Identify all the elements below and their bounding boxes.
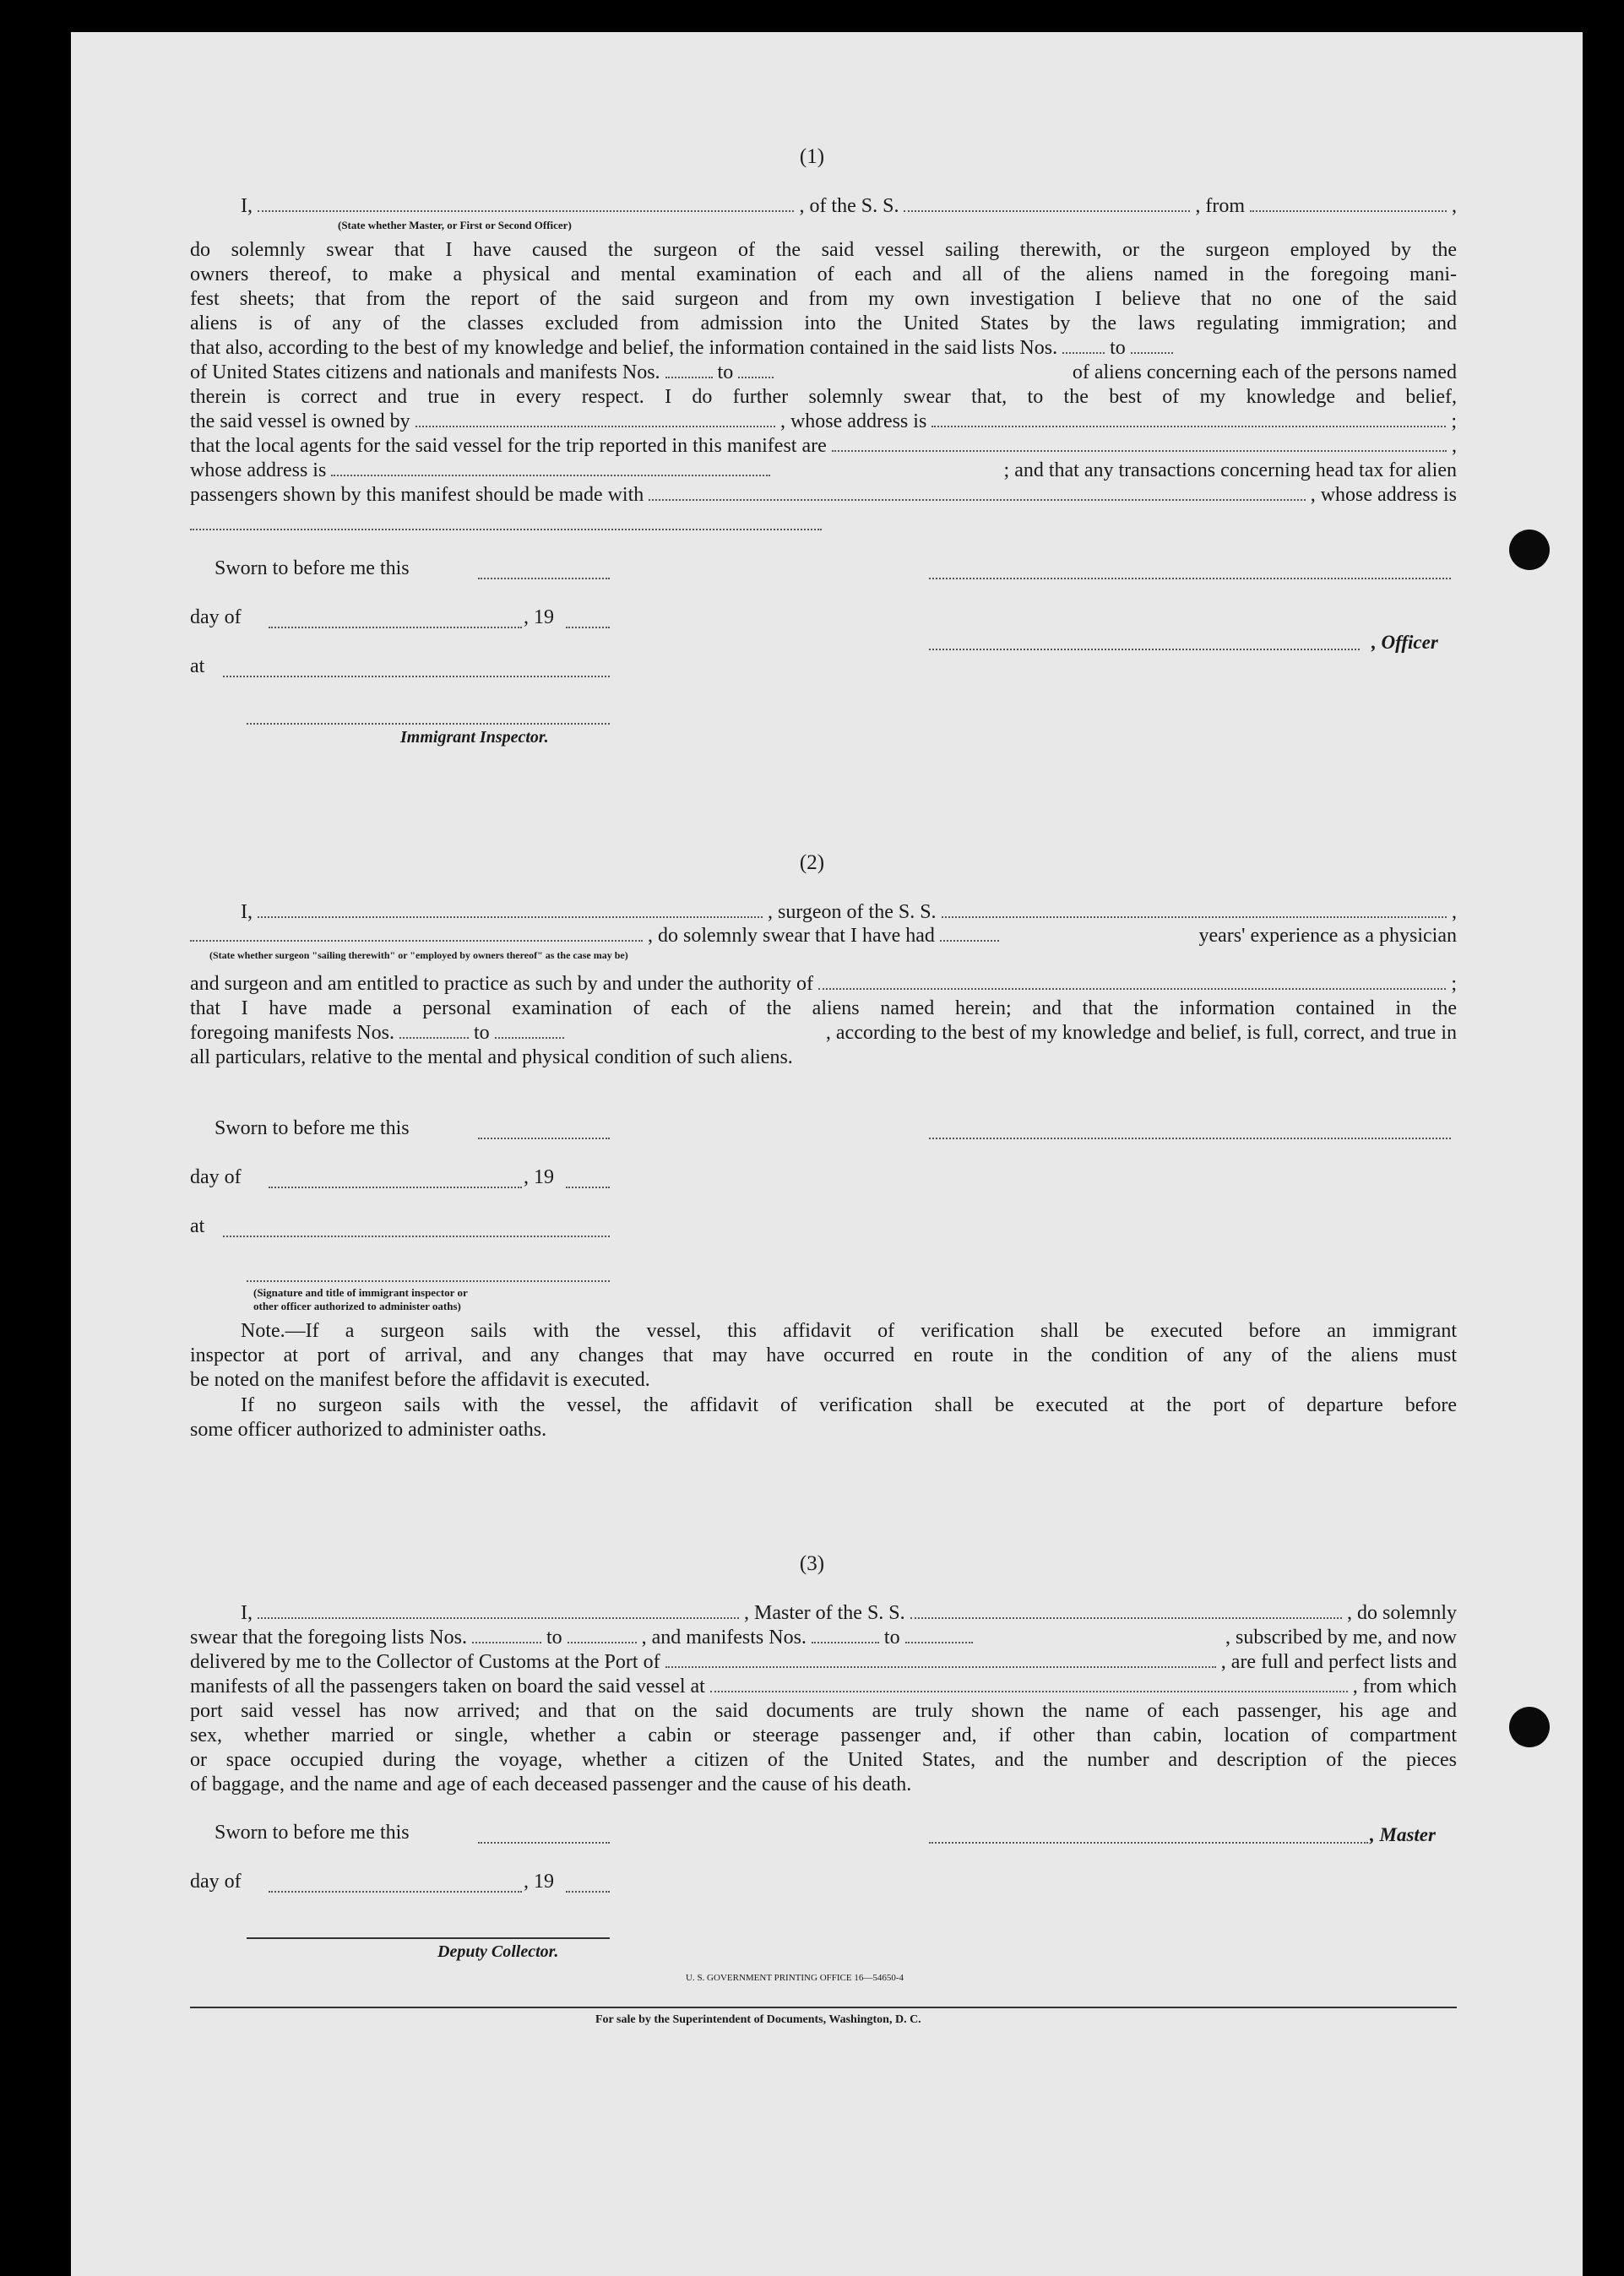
s1-line-11: whose address is ; and that any transactions concerning head tax for alien (190, 459, 1457, 481)
port-of-arrival-field[interactable] (665, 1666, 1216, 1668)
s1-sworn: Sworn to before me this (215, 557, 410, 579)
s2-ship-name-field[interactable] (942, 916, 1447, 918)
years-experience-field[interactable] (940, 940, 999, 942)
s2-sworn: Sworn to before me this (215, 1117, 410, 1139)
s3-lists-from-field[interactable] (472, 1642, 541, 1643)
s1-at: at (190, 655, 205, 677)
s1-at-field[interactable] (223, 676, 610, 677)
s1-line-6: that also, according to the best of my knowledge and belief, the information contained in the said lists Nos. to (190, 336, 1457, 361)
s2-day-field[interactable] (269, 1187, 522, 1188)
s2-line-3: and surgeon and am entitled to practice as such by and under the authority of ; (190, 973, 1457, 995)
s1-line-3: owners thereof, to make a physical and mental examination of each and all of the aliens named in the foregoing mani- (190, 263, 1457, 285)
s1-line-7: of United States citizens and nationals and manifests Nos. to of aliens concerning each of the persons named (190, 361, 1457, 383)
s3-sworn: Sworn to before me this (215, 1822, 410, 1844)
s2-line-6: all particulars, relative to the mental and physical condition of such aliens. (190, 1046, 793, 1068)
lists-from-field[interactable] (1062, 352, 1105, 354)
printing-office-line: U. S. GOVERNMENT PRINTING OFFICE 16—54650-4 (686, 1973, 904, 1983)
section-2-number: (2) (799, 851, 825, 874)
note-line-1: Note.—If a surgeon sails with the vessel, this affidavit of verification shall be executed before an immigrant (241, 1320, 1457, 1342)
ship-name-field[interactable] (904, 210, 1190, 212)
s2-day-of: day of (190, 1166, 242, 1188)
s1-year: , 19 (524, 606, 554, 628)
s1-line-1: I, , of the S. S. , from , (241, 195, 1458, 217)
s2-at: at (190, 1215, 205, 1237)
head-tax-contact-field[interactable] (649, 499, 1305, 501)
s1-line-10: that the local agents for the said vessel for the trip reported in this manifest are , (190, 435, 1457, 457)
note-line-5: some officer authorized to administer oaths. (190, 1419, 547, 1441)
s1-line-2: do solemnly swear that I have caused the surgeon of the said vessel sailing therewith, or the surgeon employed by the (190, 239, 1457, 261)
note-line-3: be noted on the manifest before the affidavit is executed. (190, 1369, 650, 1391)
inspector-signature-field[interactable] (247, 723, 610, 725)
officer-label: , Officer (1371, 632, 1438, 653)
s3-manifests-to-field[interactable] (905, 1642, 973, 1643)
deputy-collector-label: Deputy Collector. (437, 1942, 559, 1961)
s1-caption: (State whether Master, or First or Second Officer) (338, 219, 572, 231)
punch-hole (1509, 1707, 1550, 1747)
immigrant-inspector-label: Immigrant Inspector. (400, 728, 549, 747)
owner-address-field[interactable] (931, 426, 1446, 427)
master-label: , Master (1370, 1824, 1436, 1845)
s3-lists-to-field[interactable] (568, 1642, 637, 1643)
section-3-number: (3) (799, 1552, 825, 1575)
s2-year: , 19 (524, 1166, 554, 1188)
s3-year: , 19 (524, 1871, 554, 1893)
s3-line-8: of baggage, and the name and age of each deceased passenger and the cause of his death. (190, 1774, 912, 1795)
s2-manifests-from-field[interactable] (399, 1037, 469, 1039)
s3-manifests-from-field[interactable] (812, 1642, 879, 1643)
footer-rule (190, 2007, 1457, 2008)
officer-name-field[interactable] (258, 210, 794, 212)
s1-officer-signature-field[interactable] (929, 578, 1451, 579)
s2-sworn-date-field[interactable] (478, 1138, 610, 1139)
authority-field[interactable] (818, 988, 1446, 990)
s2-caption: (State whether surgeon "sailing therewith" or "employed by owners thereof" as the case may be) (209, 949, 628, 961)
s3-ship-name-field[interactable] (910, 1617, 1342, 1619)
surgeon-type-field[interactable] (190, 940, 643, 942)
s1-line-12: passengers shown by this manifest should be made with , whose address is (190, 484, 1457, 506)
s1-line-5: aliens is of any of the classes excluded from admission into the United States by the laws regulating immigration; and (190, 312, 1457, 334)
punch-hole (1509, 530, 1550, 570)
vessel-owner-field[interactable] (416, 426, 775, 427)
s2-surgeon-signature-field[interactable] (929, 1138, 1451, 1139)
agents-address-field[interactable] (331, 475, 770, 476)
head-tax-address-field[interactable] (190, 529, 822, 530)
manifests-from-field[interactable] (665, 377, 713, 378)
s1-day-of: day of (190, 606, 242, 628)
s3-line-5: port said vessel has now arrived; and that on the said documents are truly shown the name of each passenger, his age and (190, 1700, 1457, 1722)
s3-line-3: delivered by me to the Collector of Customs at the Port of , are full and perfect lists and (190, 1651, 1457, 1673)
s1-line-9: the said vessel is owned by , whose address is ; (190, 410, 1457, 432)
lists-to-field[interactable] (1131, 352, 1173, 354)
s1-sworn-date-field[interactable] (478, 578, 610, 579)
s1-line-4: fest sheets; that from the report of the said surgeon and from my own investigation I believe that no one of the said (190, 288, 1457, 310)
s3-year-field[interactable] (566, 1891, 610, 1893)
section-1-number: (1) (799, 145, 825, 168)
master-name-field[interactable] (258, 1617, 739, 1619)
s2-line-4: that I have made a personal examination of each of the aliens named herein; and that the information contained in the (190, 997, 1457, 1019)
s2-sig-caption-2: other officer authorized to administer oaths) (253, 1300, 461, 1312)
s3-line-4: manifests of all the passengers taken on board the said vessel at , from which (190, 1676, 1457, 1697)
s1-day-field[interactable] (269, 627, 522, 628)
s3-day-of: day of (190, 1871, 242, 1893)
note-line-4: If no surgeon sails with the vessel, the affidavit of verification shall be executed at the port of departure before (241, 1394, 1457, 1416)
s2-inspector-signature-field[interactable] (247, 1280, 610, 1282)
sale-notice: For sale by the Superintendent of Documents, Washington, D. C. (595, 2013, 921, 2026)
collector-signature-field[interactable] (247, 1937, 610, 1939)
local-agents-field[interactable] (832, 450, 1447, 452)
s2-at-field[interactable] (223, 1236, 610, 1237)
surgeon-name-field[interactable] (258, 916, 763, 918)
note-line-2: inspector at port of arrival, and any changes that may have occurred en route in the condition of any of the aliens must (190, 1344, 1457, 1366)
s3-line-1: I, , Master of the S. S. , do solemnly (241, 1602, 1457, 1624)
s2-sig-caption-1: (Signature and title of immigrant inspector or (253, 1286, 468, 1299)
port-of-embarkation-field[interactable] (710, 1691, 1348, 1692)
s3-line-2: swear that the foregoing lists Nos. to , and manifests Nos. to , subscribed by me, and now (190, 1627, 1457, 1649)
s1-year-field[interactable] (566, 627, 610, 628)
s1-line-8: therein is correct and true in every respect. I do further solemnly swear that, to the best of my knowledge and belief, (190, 386, 1457, 408)
s1-officer-title-field[interactable] (929, 649, 1360, 650)
s3-line-7: or space occupied during the voyage, whether a citizen of the United States, and the number and description of the pieces (190, 1749, 1457, 1771)
s3-day-field[interactable] (269, 1891, 522, 1893)
s2-line-1: I, , surgeon of the S. S. , (241, 901, 1457, 923)
s3-sworn-date-field[interactable] (478, 1842, 610, 1844)
s2-line-5: foregoing manifests Nos. to , according to the best of my knowledge and belief, is full, correct, and true in (190, 1022, 1457, 1044)
manifests-to-field[interactable] (738, 377, 774, 378)
master-signature-field[interactable] (929, 1842, 1368, 1844)
s2-year-field[interactable] (566, 1187, 610, 1188)
s3-line-6: sex, whether married or single, whether a cabin or steerage passenger and, if other than cabin, location of compartment (190, 1725, 1457, 1746)
s2-line-2: , do solemnly swear that I have had years' experience as a physician (190, 924, 1457, 948)
s2-manifests-to-field[interactable] (495, 1037, 564, 1039)
port-from-field[interactable] (1250, 210, 1447, 212)
